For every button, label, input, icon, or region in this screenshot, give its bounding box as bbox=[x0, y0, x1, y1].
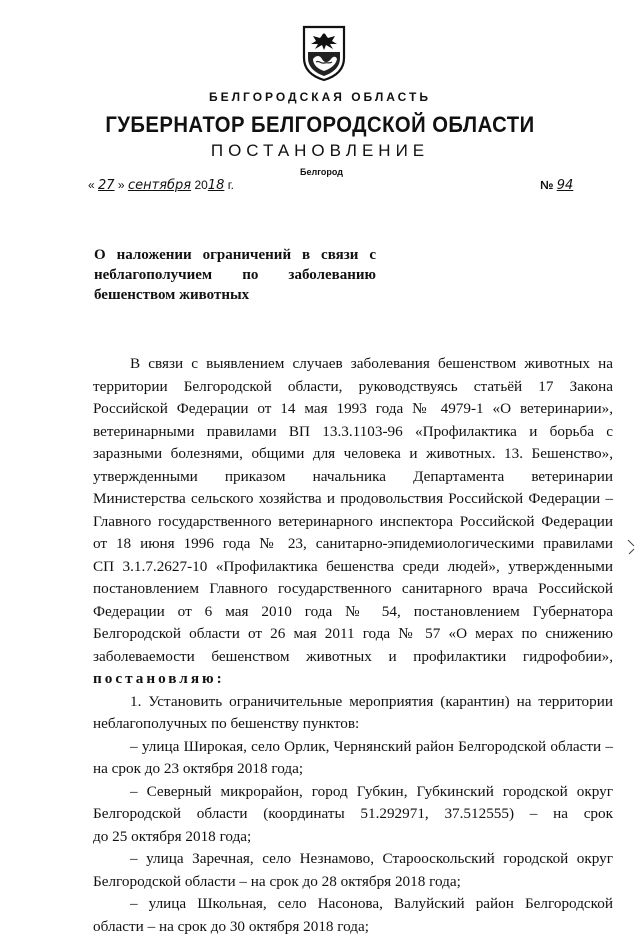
body-line: постановлением Главного государственного санитарного врача Российской bbox=[93, 578, 613, 601]
list-item-continuation: на срок до 23 октября 2018 года; bbox=[93, 758, 613, 781]
number-label: № bbox=[540, 178, 553, 192]
list-item: – улица Заречная, село Незнамово, Старооскольский городской округ bbox=[93, 848, 613, 871]
list-item-continuation: Белгородской области – на срок до 28 октября 2018 года; bbox=[93, 871, 613, 894]
number-value: 94 bbox=[557, 178, 574, 193]
body-line: заболеваемости бешенством животных и профилактики гидрофобии», bbox=[93, 646, 613, 669]
body-line: В связи с выявлением случаев заболевания бешенством животных на bbox=[93, 353, 613, 376]
body-line: 1. Установить ограничительные мероприятия (карантин) на территории bbox=[93, 691, 613, 714]
decree-body bbox=[93, 353, 613, 938]
list-item-continuation: до 25 октября 2018 года; bbox=[93, 826, 613, 849]
body-line: территории Белгородской области, руководствуясь статьёй 17 Закона bbox=[93, 376, 613, 399]
date-open-quote: « bbox=[88, 178, 95, 192]
document-date bbox=[88, 178, 234, 193]
authority-title: ГУБЕРНАТОР БЕЛГОРОДСКОЙ ОБЛАСТИ bbox=[26, 112, 615, 138]
document-type: ПОСТАНОВЛЕНИЕ bbox=[0, 141, 640, 161]
coat-of-arms-emblem bbox=[301, 24, 347, 82]
list-item: – Северный микрорайон, город Губкин, Губкинский городской округ bbox=[93, 781, 613, 804]
decree-subject bbox=[94, 245, 376, 305]
document-number bbox=[540, 178, 573, 193]
date-month: сентября bbox=[128, 178, 191, 193]
subject-line: бешенством животных bbox=[94, 285, 376, 305]
date-year-unit: г. bbox=[228, 178, 234, 192]
decree-keyword: постановляю: bbox=[93, 668, 613, 691]
subject-line: неблагополучием по заболеванию bbox=[94, 265, 376, 285]
date-day: 27 bbox=[98, 178, 115, 193]
body-line: Федерации от 6 мая 2010 года № 54, постановлением Губернатора bbox=[93, 601, 613, 624]
subject-line: О наложении ограничений в связи с bbox=[94, 245, 376, 265]
city-name: Белгород bbox=[300, 167, 343, 177]
body-line: неблагополучных по бешенству пунктов: bbox=[93, 713, 613, 736]
body-line: заразными болезнями, общими для человека и животных. 13. Бешенство», bbox=[93, 443, 613, 466]
body-line: утвержденными приказом начальника Департамента ветеринарии bbox=[93, 466, 613, 489]
list-item-continuation: области – на срок до 30 октября 2018 года; bbox=[93, 916, 613, 938]
body-line: от 18 июня 1996 года № 23, санитарно-эпидемиологическими правилами bbox=[93, 533, 613, 556]
body-line: СП 3.1.7.2627-10 «Профилактика бешенства среди людей», утвержденными bbox=[93, 556, 613, 579]
date-year-suffix: 18 bbox=[208, 178, 225, 193]
list-item: – улица Школьная, село Насонова, Валуйский район Белгородской bbox=[93, 893, 613, 916]
body-line: ветеринарными правилами ВП 13.3.1103-96 «Профилактика и борьба с bbox=[93, 421, 613, 444]
date-close-quote: » bbox=[118, 178, 125, 192]
date-year-prefix: 20 bbox=[194, 178, 207, 192]
body-line: Российской Федерации от 14 мая 1993 года № 4979-1 «О ветеринарии», bbox=[93, 398, 613, 421]
body-line: Белгородской области от 26 мая 2011 года № 57 «О мерах по снижению bbox=[93, 623, 613, 646]
body-line: Главного государственного ветеринарного инспектора Российской Федерации bbox=[93, 511, 613, 534]
list-item-continuation: Белгородской области (координаты 51.292971, 37.512555) – на срок bbox=[93, 803, 613, 826]
region-name: БЕЛГОРОДСКАЯ ОБЛАСТЬ bbox=[0, 90, 640, 104]
margin-pen-mark bbox=[626, 538, 636, 556]
list-item: – улица Широкая, село Орлик, Чернянский район Белгородской области – bbox=[93, 736, 613, 759]
body-line: Министерства сельского хозяйства и продовольствия Российской Федерации – bbox=[93, 488, 613, 511]
